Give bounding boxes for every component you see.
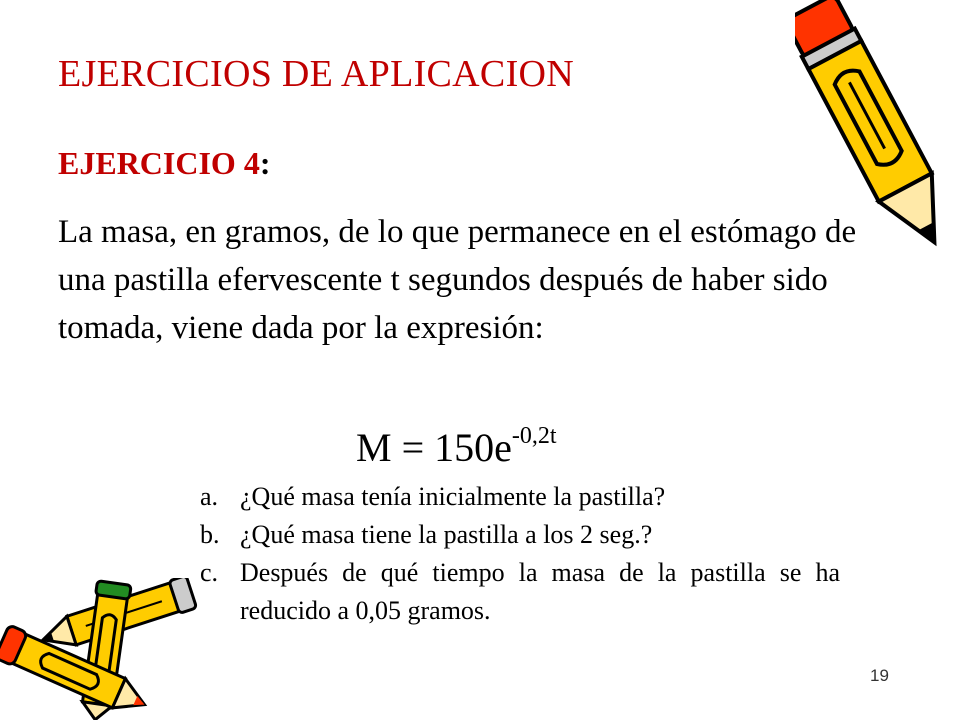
page-number: 19 — [870, 666, 889, 685]
exercise-colon: : — [259, 145, 271, 181]
question-marker: c. — [200, 558, 219, 587]
question-item — [200, 554, 840, 630]
question-list — [200, 478, 840, 630]
formula-exponent: -0,2t — [511, 422, 557, 449]
exercise-label: EJERCICIO 4 — [58, 145, 260, 181]
slide-title: EJERCICIOS DE APLICACION — [58, 53, 575, 95]
question-marker: a. — [200, 482, 219, 511]
exercise-heading — [58, 145, 270, 182]
pencils-group-icon — [0, 578, 200, 720]
question-text: ¿Qué masa tenía inicialmente la pastilla? — [240, 482, 666, 511]
formula-base: M = 150e — [356, 425, 512, 470]
formula — [356, 424, 557, 471]
problem-text: La masa, en gramos, de lo que permanece en el estómago de una pastilla efervescente t segundos después de haber sido tomada, viene dada por la expresión: — [58, 214, 857, 346]
pencil-icon — [795, 0, 960, 260]
question-item — [200, 516, 840, 554]
question-marker: b. — [200, 520, 220, 549]
question-text: ¿Qué masa tiene la pastilla a los 2 seg.? — [240, 520, 653, 549]
question-item — [200, 478, 840, 516]
question-text: Después de qué tiempo la masa de la pastilla se ha reducido a 0,05 gramos. — [240, 558, 840, 625]
